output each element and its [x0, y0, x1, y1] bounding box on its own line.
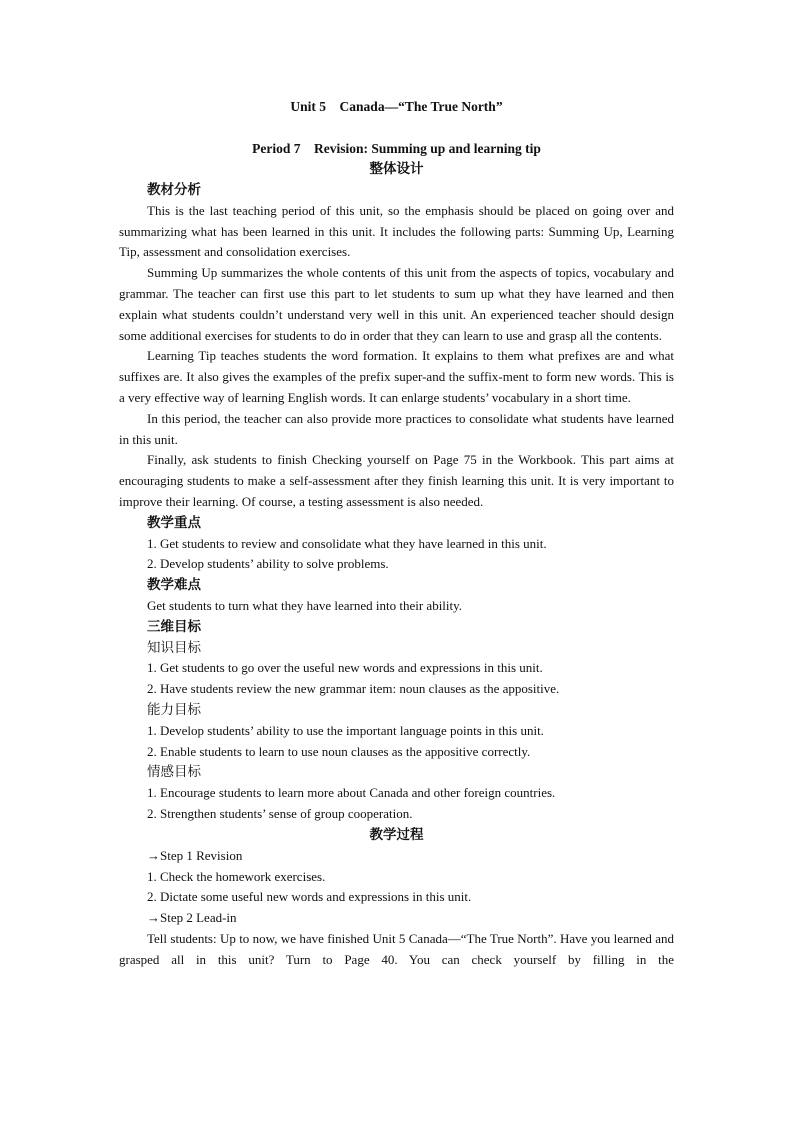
ability-objectives-heading: 能力目标	[147, 701, 201, 718]
objective-item: 1. Develop students’ ability to use the important language points in this unit.	[147, 722, 544, 738]
analysis-paragraph: Learning Tip teaches students the word formation. It explains to them what prefixes are and what suffixes are. It also gives the examples of the prefix super-and the suffix-ment to form new words. This is a very effective way of learning English words. It can enlarge students’ vocabulary in a short time.	[119, 348, 674, 405]
emotion-objectives-heading: 情感目标	[147, 764, 201, 781]
period-title: Period 7 Revision: Summing up and learning tip	[252, 141, 541, 156]
step-heading: →Step 2 Lead-in	[147, 910, 237, 926]
unit-title: Unit 5 Canada—“The True North”	[290, 99, 503, 114]
step-heading: →Step 1 Revision	[147, 847, 243, 863]
key-points-heading: 教学重点	[147, 514, 201, 531]
objectives-heading: 三维目标	[147, 618, 201, 635]
document-body	[119, 96, 674, 970]
objective-item: 2. Strengthen students’ sense of group cooperation.	[147, 805, 413, 821]
objective-item: 1. Encourage students to learn more about Canada and other foreign countries.	[147, 785, 556, 801]
process-heading: 教学过程	[369, 826, 424, 843]
material-analysis-heading: 教材分析	[147, 182, 201, 198]
step-paragraph: Tell students: Up to now, we have finished Unit 5 Canada—“The True North”. Have you learned and grasped all in this unit? Turn to Page 40. You can check yourself by filling in the	[119, 930, 674, 967]
analysis-paragraph: In this period, the teacher can also provide more practices to consolidate what students have learned in this unit.	[119, 410, 674, 447]
step-item: 2. Dictate some useful new words and expressions in this unit.	[147, 889, 472, 905]
step-item: 1. Check the homework exercises.	[147, 868, 326, 884]
key-point-item: 2. Develop students’ ability to solve problems.	[147, 556, 389, 572]
key-point-item: 1. Get students to review and consolidate what they have learned in this unit.	[147, 535, 547, 551]
difficult-point-item: Get students to turn what they have learned into their ability.	[147, 597, 463, 613]
knowledge-objectives-heading: 知识目标	[147, 639, 201, 656]
objective-item: 2. Enable students to learn to use noun clauses as the appositive correctly.	[147, 743, 531, 759]
analysis-paragraph: Finally, ask students to finish Checking yourself on Page 75 in the Workbook. This part aims at encouraging students to make a self-assessment after they finish learning this unit. It is very important to improve their learning. Of course, a testing assessment is also needed.	[119, 452, 674, 509]
analysis-paragraph: Summing Up summarizes the whole contents of this unit from the aspects of topics, vocabulary and grammar. The teacher can first use this part to let students to sum up what they have learned and then explain what students couldn’t understand very well in this unit. An experienced teacher should design some additional exercises for students to do in order that they can learn to use and grasp all the contents.	[119, 265, 674, 343]
difficult-points-heading: 教学难点	[147, 577, 201, 594]
spacer	[119, 117, 674, 138]
overall-design-heading: 整体设计	[369, 161, 424, 177]
objective-item: 2. Have students review the new grammar item: noun clauses as the appositive.	[147, 681, 560, 697]
analysis-paragraph: This is the last teaching period of this unit, so the emphasis should be placed on going over and summarizing what has been learned in this unit. It includes the following parts: Summing Up, Learning Tip, assessment and consolidation exercises.	[119, 202, 674, 260]
objective-item: 1. Get students to go over the useful new words and expressions in this unit.	[147, 660, 543, 676]
